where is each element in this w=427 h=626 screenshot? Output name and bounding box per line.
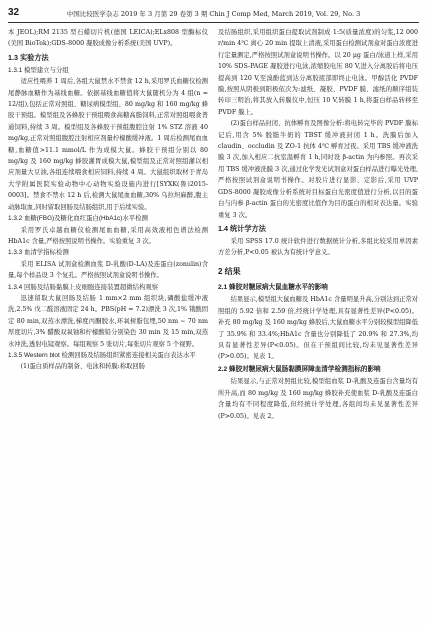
subsection-heading-2-1: 2.1 蜂胶对糖尿病大鼠血糖水平的影响: [218, 283, 328, 291]
left-column: [8, 27, 208, 373]
subsection-heading-1-3-3: 1.3.3 血清学指标检测: [8, 249, 69, 257]
subsection-heading-1-3-2: 1.3.2 血糖(FBG)及糖化血红蛋白(HbA1c)水平检测: [8, 215, 148, 223]
section-heading-1-3: 1.3 实验方法: [8, 52, 49, 62]
paragraph-western-blot-start: (1)蛋白质样品的制备、电泳和转膜:称取回肠: [20, 363, 145, 371]
paragraph-model-grouping: 适应性喂养 1 周后,各组大鼠禁水不禁食 12 h,采用罗氏血糖仪检测尾静脉血糖作为基线血糖。依据基线血糖值将大鼠随机分为 4 组(n = 12/组),包括正常对照组、糖尿病模型组、80 mg/kg 和 160 mg/kg 蜂胶干预组。模型组及各蜂胶干预组喂食高糖高脂饲料,正常对照组喂食普通饲料,持续 3 周。模型组及各蜂胶干预组腹腔注射 1% STZ 溶液 40 mg/kg,正常对照组腹腔注射相应剂量柠檬酸缓冲液。1 周后检测尾血血糖,血糖值>11.1 mmol/L 作为成模大鼠。蜂胶干预组分别以 80 mg/kg 及 160 mg/kg 蜂胶灌胃成模大鼠,模型组及正常对照组灌以相应剂量大豆油,各组连续喂食相应饲料,持续 4 周。大鼠组织取材于青岛大学附属医院实验动物中心动物实验设施内进行[SYXK(鲁)2015-0003]。禁食不禁水 12 h 后,检测大鼠尾血血糖,30% 乌拉坦麻醉,腹主动脉取血,同时留取回肠及结肠组织,用于后续实验。: [8, 78, 208, 211]
right-column: [218, 27, 418, 422]
paragraph-antibody-incubation: (2)蛋白样品封闭、抗体孵育及图像分析:将电转完毕的 PVDF 膜标记后,用含 5% 脱脂牛奶的 TBST 缓冲液封闭 1 h。洗膜后加入 claudin、occludin 及 ZO-1 抗体 4℃ 孵育过夜。采用 TBS 缓冲液洗膜 3 次,加入相应二抗室温孵育 1 h,同时设 β-actin 为内参照。再次采用 TBS 缓冲液洗膜 3 次,通过化学发光试剂盒对蛋白样品进行曝光处理,严格按照试剂盒说明书操作。对胶片进行显影、定影后,采用 UVP GDS-8000 凝胶成像分析系统对目标蛋白光密度值进行分析,以目的蛋白与内参 β-actin 蛋白的光密度比值作为目的蛋白的相对表达量。实验重复 3 次。: [218, 120, 418, 219]
page-number: 32: [8, 7, 20, 18]
paragraph-serum-indices: 采用 ELISA 试剂盒检测血浆 D-乳酸(D-LA)及连蛋白(zonulin)含量,每个样品设 3 个复孔。严格按照试剂盒说明书操作。: [8, 260, 208, 280]
subsection-heading-1-3-5: 1.3.5 Western blot 检测回肠及结肠组织紧密连接相关蛋白表达水平: [8, 351, 196, 359]
paragraph-result-glucose: 结果显示,模型组大鼠血糖及 HbA1c 含量明显升高,分别达到正常对照组的 5.92 倍和 2.59 倍,经统计学处理,具有显著性差异(P<0.05)。补充 80 mg/kg 及 160 mg/kg 蜂胶后,大鼠血糖水平分别较模型组降低了 35.9% 和 33.4%;HbA1c 含量也分别降低了 20.9% 和 27.3%,均具有显著性差异(P<0.05)。但在干预组间比较,均未见显著性差异(P>0.05)。见表 1。: [218, 296, 418, 361]
section-heading-1-4: 1.4 统计学方法: [218, 223, 266, 233]
subsection-heading-2-2: 2.2 蜂胶对糖尿病大鼠肠黏膜屏障血清学检测指标的影响: [218, 365, 381, 373]
running-header: [8, 6, 419, 23]
paragraph-materials-end: 本 JEOL);RM 2135 型石蜡切片机(德国 LEICA);ELx808 型酶标仪(美国 BioTek);GDS-8000 凝胶成像分析系统(美国 UVP)。: [8, 29, 208, 48]
paragraph-ultrastructure: 迅速留取大鼠回肠及结肠 1 mm×2 mm 组织块,磷酸盐缓冲液洗,2.5% 戊二醛溶液固定 24 h。PBS(pH = 7.2)漂洗 3 次,1% 锇酸固定 80 min,双蒸水漂洗,梯度丙酮脱水,环氧树脂包埋,50 nm ~ 70 nm 厚度切片,3% 醋酸双氧铀和柠檬酸铅分别染色 30 min 及 15 min,双蒸水冲洗,透射电镜观察。每组观察 5 张切片,每张切片观察 5 个视野。: [8, 294, 208, 348]
paragraph-statistics: 采用 SPSS 17.0 统计软件进行数据统计分析,多组比较采用单因素方差分析,P<0.05 被认为有统计学意义。: [218, 237, 418, 257]
subsection-heading-1-3-4: 1.3.4 回肠及结肠黏膜上皮细胞连接装置超微结构观察: [8, 283, 159, 291]
journal-citation: 中国比较医学杂志 2019 年 3 月第 29 卷第 3 期 Chin J Comp Med, March 2019, Vol. 29, No. 3: [66, 10, 361, 18]
paragraph-glucose-detection: 采用罗氏卓越血糖仪检测尾血血糖,采用高效液相色谱法检测 HbA1c 含量,严格按照说明书操作。实验重复 3 次。: [8, 226, 208, 245]
paragraph-western-blot-cont: 及结肠组织,采用组织蛋白提取试剂制成 1:5(质量浓度)的匀浆,12 000 r/min 4℃ 离心 20 min 提取上清液,采用蛋白检测试剂盒对蛋白浓度进行定量测定,严格按照试剂盒说明书操作。以 20 μg 蛋白/泳道上样,采用 10% SDS-PAGE 凝胶进行电泳,浓缩胶电压 80 V,进入分离胶后将电压提高到 120 V,至溴酚蓝到达分离胶底部即终止电泳。甲醇活化 PVDF 膜,按照从阴极到阳极依次为:滤纸、凝胶、PVDF 膜、滤纸的顺序组装转印三明治,将其放入转膜仪中,恒压 10 V,转膜 1 h,将蛋白样品转移至 PVDF 膜上。: [218, 29, 418, 116]
paragraph-result-serum: 结果显示,与正常对照组比较,模型组血浆 D-乳酸及连蛋白含量均有所升高,而 80 mg/kg 及 160 mg/kg 蜂胶补充使血浆 D-乳酸及连蛋白含量均有不同程度降低,但经统计学处理,各组间均未见显著性差异(P>0.05)。见表 2。: [218, 378, 418, 420]
section-heading-results: 2 结果: [218, 266, 241, 276]
subsection-heading-1-3-1: 1.3.1 模型建立与分组: [8, 66, 69, 74]
